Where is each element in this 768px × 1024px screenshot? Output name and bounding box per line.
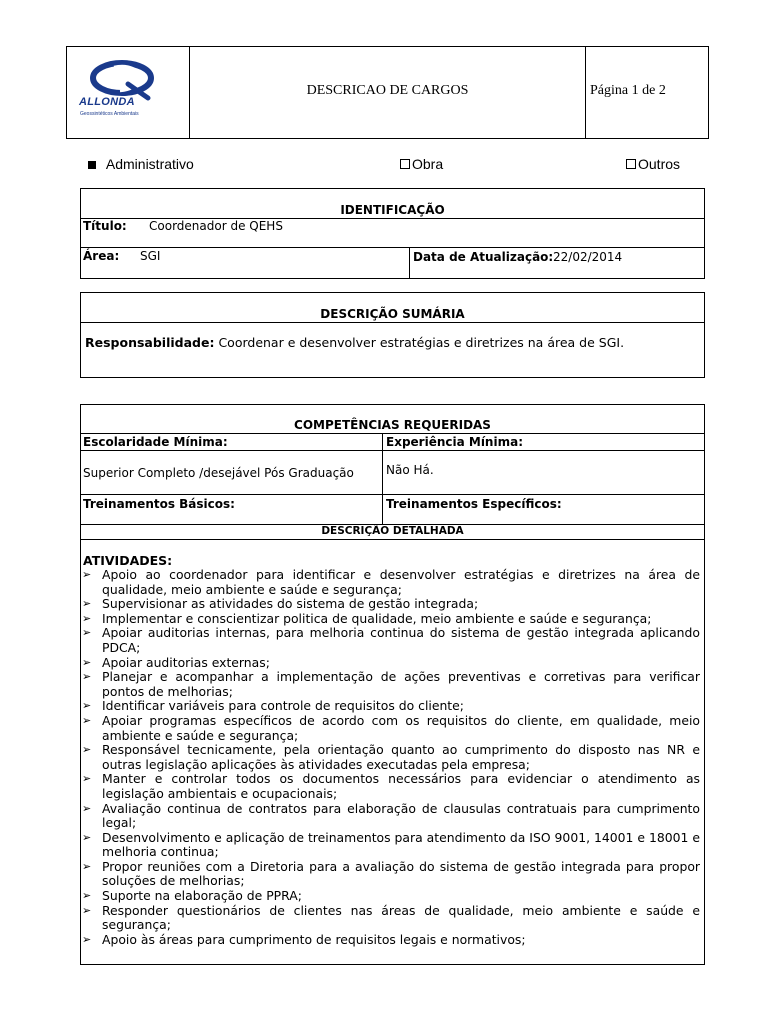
- bullet-arrow-icon: ➢: [82, 568, 92, 581]
- bullet-arrow-icon: ➢: [82, 611, 92, 625]
- divider: [80, 450, 705, 451]
- divider: [80, 539, 705, 540]
- activity-text: Apoiar auditorias internas, para melhoria continua do sistema de gestão integrada aplicando PDCA;: [102, 625, 700, 655]
- treinamentos-basicos-label: Treinamentos Básicos:: [83, 497, 235, 511]
- activity-text: Apoiar auditorias externas;: [102, 654, 270, 670]
- experiencia-value: Não Há.: [386, 463, 434, 477]
- activity-item: [80, 831, 700, 860]
- activity-text: Manter e controlar todos os documentos necessários para evidenciar o atendimento as legislação ambientais e ocupacionais;: [102, 771, 700, 801]
- activities-list: [80, 568, 700, 947]
- header-divider-2: [585, 46, 586, 139]
- area-value: SGI: [140, 249, 161, 263]
- identificacao-heading: IDENTIFICAÇÃO: [340, 203, 445, 217]
- bullet-arrow-icon: ➢: [82, 743, 92, 757]
- activity-text: Suporte na elaboração de PPRA;: [102, 888, 302, 904]
- resp-label: Responsabilidade:: [85, 335, 215, 350]
- activity-text: Apoio ao coordenador para identificar e desenvolver estratégias e diretrizes na área de qualidade, meio ambiente e saúde e segurança;: [102, 567, 700, 597]
- detalhada-heading: DESCRIÇÃO DETALHADA: [321, 525, 464, 537]
- treinamentos-especificos-label: Treinamentos Específicos:: [386, 497, 562, 511]
- bullet-arrow-icon: ➢: [82, 772, 92, 786]
- bullet-arrow-icon: ➢: [82, 597, 92, 611]
- activity-text: Responder questionários de clientes nas áreas de qualidade, meio ambiente e saúde e segurança;: [102, 902, 700, 933]
- bullet-arrow-icon: ➢: [82, 932, 92, 946]
- category-label: Obra: [412, 156, 444, 172]
- divider: [382, 433, 383, 524]
- activity-text: Implementar e conscientizar politica de qualidade, meio ambiente e saúde e segurança;: [102, 610, 652, 626]
- area-label: Área:: [83, 249, 120, 263]
- bullet-arrow-icon: ➢: [82, 713, 92, 727]
- activity-text: Planejar e acompanhar a implementação de ações preventivas e corretivas para verificar pontos de melhorias;: [102, 669, 700, 699]
- activity-text: Supervisionar as atividades do sistema de gestão integrada;: [102, 596, 479, 612]
- logo-brand: ALLONDA: [79, 96, 135, 108]
- activity-item: [80, 714, 700, 743]
- category-outros[interactable]: [626, 156, 680, 172]
- checkbox-unchecked-icon[interactable]: [400, 159, 410, 169]
- bullet-arrow-icon: ➢: [82, 830, 92, 844]
- category-label: Outros: [638, 156, 681, 172]
- bullet-arrow-icon: ➢: [82, 655, 92, 669]
- checkbox-unchecked-icon[interactable]: [626, 159, 636, 169]
- escolaridade-label: Escolaridade Mínima:: [83, 435, 228, 449]
- logo-subtitle: Geossintéticos Ambientais: [80, 111, 139, 117]
- data-label: Data de Atualização:: [413, 250, 554, 264]
- identificacao-section: [80, 188, 705, 279]
- divider: [409, 247, 410, 279]
- bullet-arrow-icon: ➢: [82, 859, 92, 873]
- page-info: Página 1 de 2: [590, 83, 666, 98]
- divider: [80, 322, 705, 323]
- activity-item: [80, 889, 700, 904]
- divider: [80, 494, 705, 495]
- category-obra[interactable]: [400, 156, 443, 172]
- activity-text: Responsável tecnicamente, pela orientação quanto ao cumprimento do disposto nas NR e outras legislação aplicações às atividades executadas pela empresa;: [102, 742, 700, 772]
- bullet-arrow-icon: ➢: [82, 699, 92, 713]
- activity-item: [80, 743, 700, 772]
- activity-item: [80, 670, 700, 699]
- titulo-value: Coordenador de QEHS: [149, 219, 283, 233]
- checkbox-checked-icon[interactable]: [88, 161, 96, 169]
- bullet-arrow-icon: ➢: [82, 889, 92, 903]
- atividades-label: ATIVIDADES:: [83, 553, 173, 568]
- activity-text: Avaliação continua de contratos para elaboração de clausulas contratuais para cumprimento legal;: [102, 800, 700, 831]
- activity-text: Propor reuniões com a Diretoria para a avaliação do sistema de gestão integrada para propor soluções de melhorias;: [102, 858, 700, 889]
- activity-item: [80, 802, 700, 831]
- bullet-arrow-icon: ➢: [82, 670, 92, 684]
- category-administrativo[interactable]: [88, 156, 194, 172]
- titulo-label: Título:: [83, 219, 127, 233]
- activity-item: [80, 933, 700, 948]
- document-title: DESCRICAO DE CARGOS: [306, 83, 469, 98]
- activity-item: [80, 904, 700, 933]
- category-label: Administrativo: [105, 156, 194, 172]
- activity-item: [80, 699, 700, 714]
- experiencia-label: Experiência Mínima:: [386, 435, 523, 449]
- resp-text: Coordenar e desenvolver estratégias e diretrizes na área de SGI.: [214, 335, 625, 350]
- activity-text: Apoiar programas específicos de acordo com os requisitos do cliente, em qualidade, meio ambiente e saúde e segurança;: [102, 712, 700, 743]
- activity-item: [80, 656, 700, 671]
- competencias-heading: COMPETÊNCIAS REQUERIDAS: [294, 418, 491, 432]
- activity-item: [80, 626, 700, 655]
- bullet-arrow-icon: ➢: [82, 903, 92, 917]
- activity-text: Desenvolvimento e aplicação de treinamentos para atendimento da ISO 9001, 14001 e 18001 e melhoria continua;: [102, 829, 700, 860]
- activity-text: Identificar variáveis para controle de requisitos do cliente;: [102, 698, 464, 714]
- divider: [80, 433, 705, 434]
- data-value: 22/02/2014: [553, 250, 623, 264]
- activity-text: Apoio às áreas para cumprimento de requisitos legais e normativos;: [102, 931, 526, 947]
- activity-item: [80, 568, 700, 597]
- escolaridade-value: Superior Completo /desejável Pós Graduação: [83, 466, 354, 480]
- activity-item: [80, 860, 700, 889]
- activity-item: [80, 772, 700, 801]
- divider: [80, 247, 705, 248]
- bullet-arrow-icon: ➢: [82, 801, 92, 815]
- activity-item: [80, 612, 700, 627]
- company-logo: [76, 58, 176, 124]
- sumaria-heading: DESCRIÇÃO SUMÁRIA: [320, 307, 465, 321]
- bullet-arrow-icon: ➢: [82, 626, 92, 640]
- responsabilidade-text: [85, 335, 624, 350]
- activity-item: [80, 597, 700, 612]
